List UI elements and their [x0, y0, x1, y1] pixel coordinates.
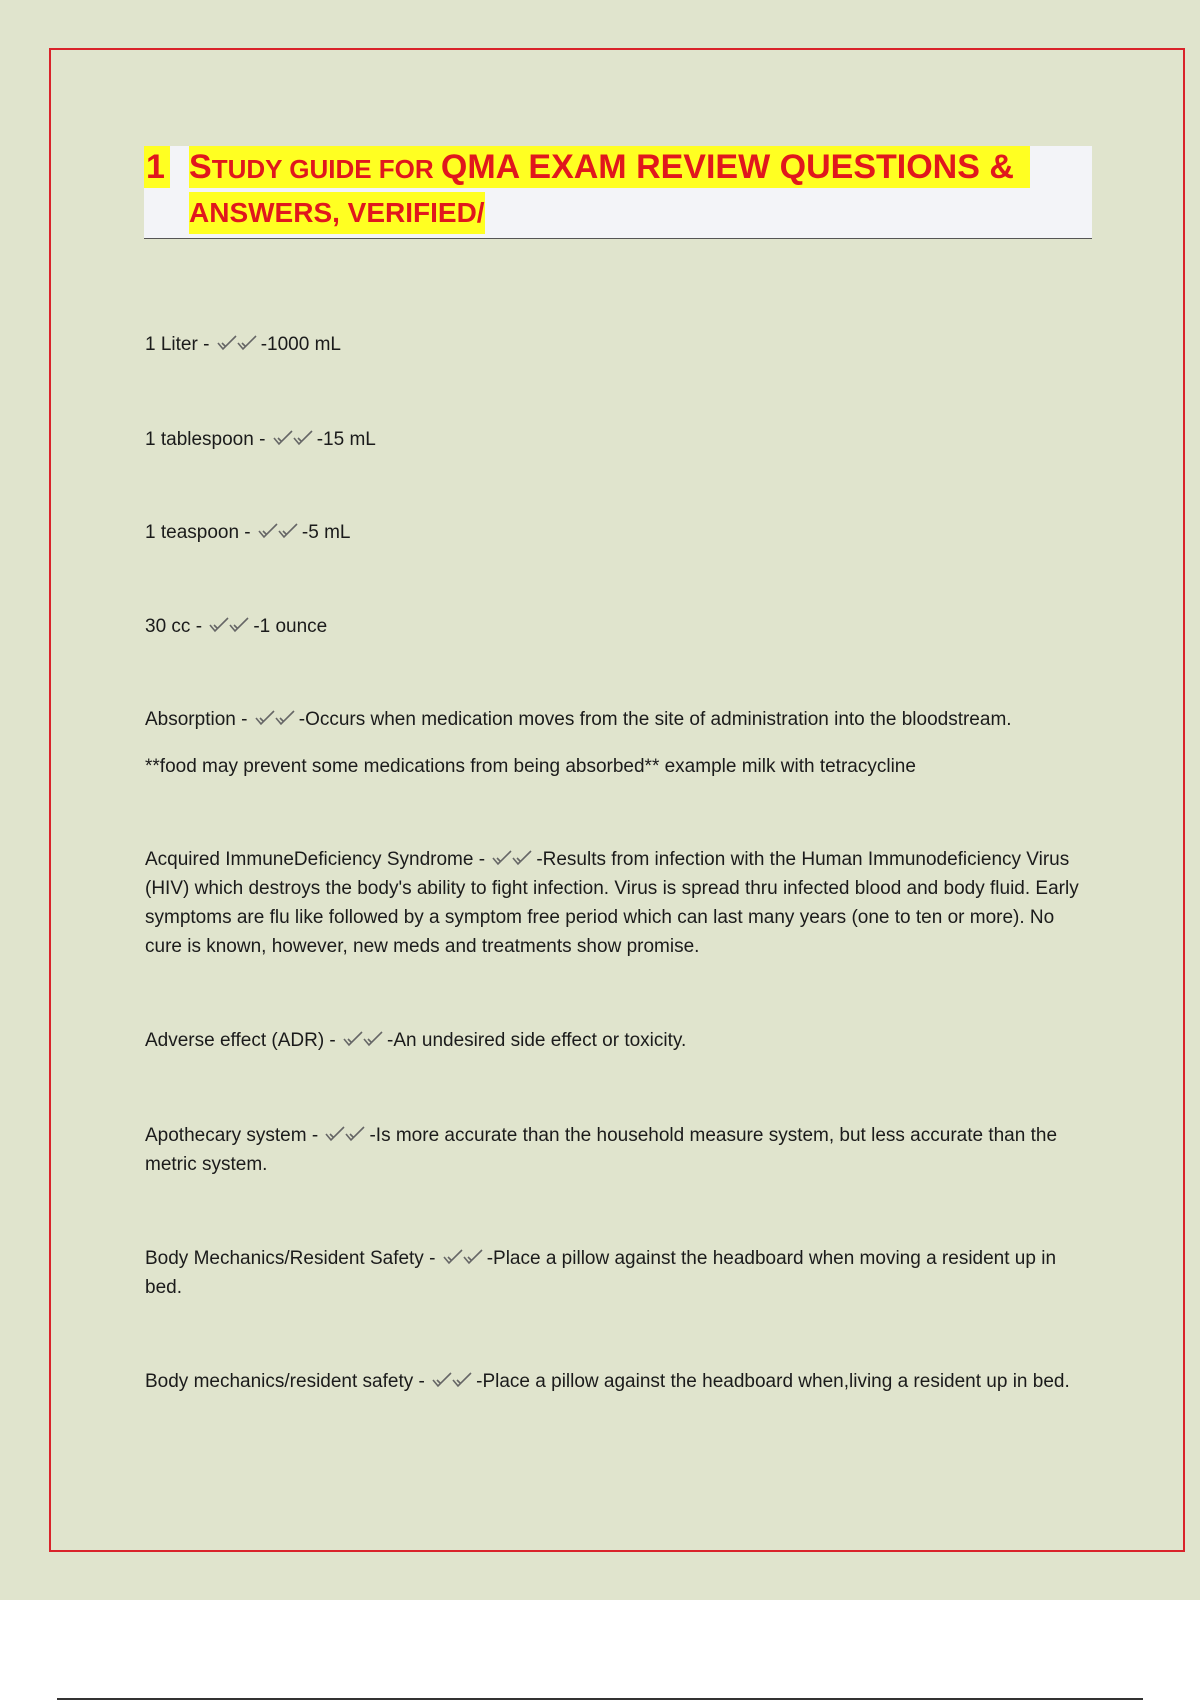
heading-main-title: QMA EXAM REVIEW QUESTIONS & [440, 148, 1014, 186]
entry-dash: - [369, 1125, 376, 1146]
heading-number: 1 [144, 146, 170, 188]
entry-term: Apothecary system [145, 1125, 307, 1146]
glossary-entry [145, 1026, 1095, 1055]
entry-separator: - [473, 849, 491, 870]
glossary-entry [145, 1244, 1095, 1302]
double-check-icon [491, 849, 535, 867]
entry-separator: - [197, 334, 215, 355]
glossary-entry [145, 518, 1095, 547]
entry-dash: - [260, 334, 268, 355]
entry-term: Body Mechanics/Resident Safety [145, 1248, 424, 1269]
entry-dash: - [476, 1371, 483, 1392]
entry-dash: - [298, 709, 306, 730]
entry-definition: 15 mL [323, 429, 376, 450]
entry-term: 30 cc [145, 616, 191, 637]
double-check-icon [431, 1371, 475, 1389]
double-check-icon [208, 616, 252, 634]
double-check-icon [216, 334, 260, 352]
entry-separator: - [306, 1125, 324, 1146]
entry-term: Acquired ImmuneDeficiency Syndrome [145, 849, 474, 870]
entry-term: 1 Liter [145, 334, 198, 355]
entry-separator: - [239, 522, 256, 543]
entry-dash: - [301, 522, 309, 543]
entry-term: Absorption [145, 709, 236, 730]
page-border-frame [49, 48, 1185, 1552]
heading-line-1 [189, 146, 1030, 188]
entry-definition: Place a pillow against the headboard when,living a resident up in bed. [482, 1371, 1070, 1392]
double-check-icon [324, 1125, 368, 1143]
entry-dash: - [253, 616, 260, 637]
entry-separator: - [253, 429, 271, 450]
double-check-icon [272, 429, 316, 447]
glossary-entry [145, 612, 1095, 641]
entry-separator: - [190, 616, 208, 637]
glossary-entry [145, 1367, 1095, 1396]
glossary-entry [145, 845, 1095, 961]
double-check-icon [257, 522, 301, 540]
entry-dash: - [387, 1030, 394, 1051]
entry-dash: - [316, 429, 324, 450]
entry-dash: - [486, 1248, 494, 1269]
entry-definition: 5 mL [308, 522, 351, 543]
heading-line-2: ANSWERS, VERIFIED/ [189, 192, 485, 234]
entry-separator: - [413, 1371, 431, 1392]
heading-initial-cap: S [189, 148, 212, 186]
entry-term: Body mechanics/resident safety [145, 1371, 414, 1392]
entry-separator: - [235, 709, 253, 730]
absorption-note: **food may prevent some medications from being absorbed** example milk with tetracycline [145, 756, 916, 777]
entry-separator: - [324, 1030, 342, 1051]
double-check-icon [254, 709, 298, 727]
entry-definition: Place a pillow against the headboard when moving a resident up in bed. [145, 1248, 1057, 1298]
entry-definition: Occurs when medication moves from the site of administration into the bloodstream. [305, 709, 1012, 730]
glossary-entry [145, 1121, 1095, 1179]
double-check-icon [442, 1248, 486, 1266]
document-heading [144, 146, 1092, 239]
entry-separator: - [423, 1248, 441, 1269]
entry-dash: - [536, 849, 543, 870]
entry-definition: 1 ounce [259, 616, 328, 637]
entry-term: 1 tablespoon [145, 429, 254, 450]
entry-term: Adverse effect (ADR) [145, 1030, 325, 1051]
entry-definition: Is more accurate than the household measure system, but less accurate than the metric system. [145, 1125, 1058, 1175]
entry-definition: 1000 mL [267, 334, 341, 355]
glossary-entry [145, 705, 1095, 734]
double-check-icon [342, 1030, 386, 1048]
heading-small-caps: TUDY GUIDE FOR [211, 154, 441, 184]
glossary-entry [145, 330, 1095, 359]
entry-term: 1 teaspoon [145, 522, 240, 543]
entry-definition: An undesired side effect or toxicity. [393, 1030, 687, 1051]
glossary-entry [145, 425, 1095, 454]
entry-definition: Results from infection with the Human Immunodeficiency Virus (HIV) which destroys the body's ability to fight infection. Virus is spread thru infected blood and body fluid. Early symptoms are flu like followed by a symptom free period which can last many years (one to ten or more). No cure is known, however, new meds and treatments show promise. [145, 849, 1079, 957]
